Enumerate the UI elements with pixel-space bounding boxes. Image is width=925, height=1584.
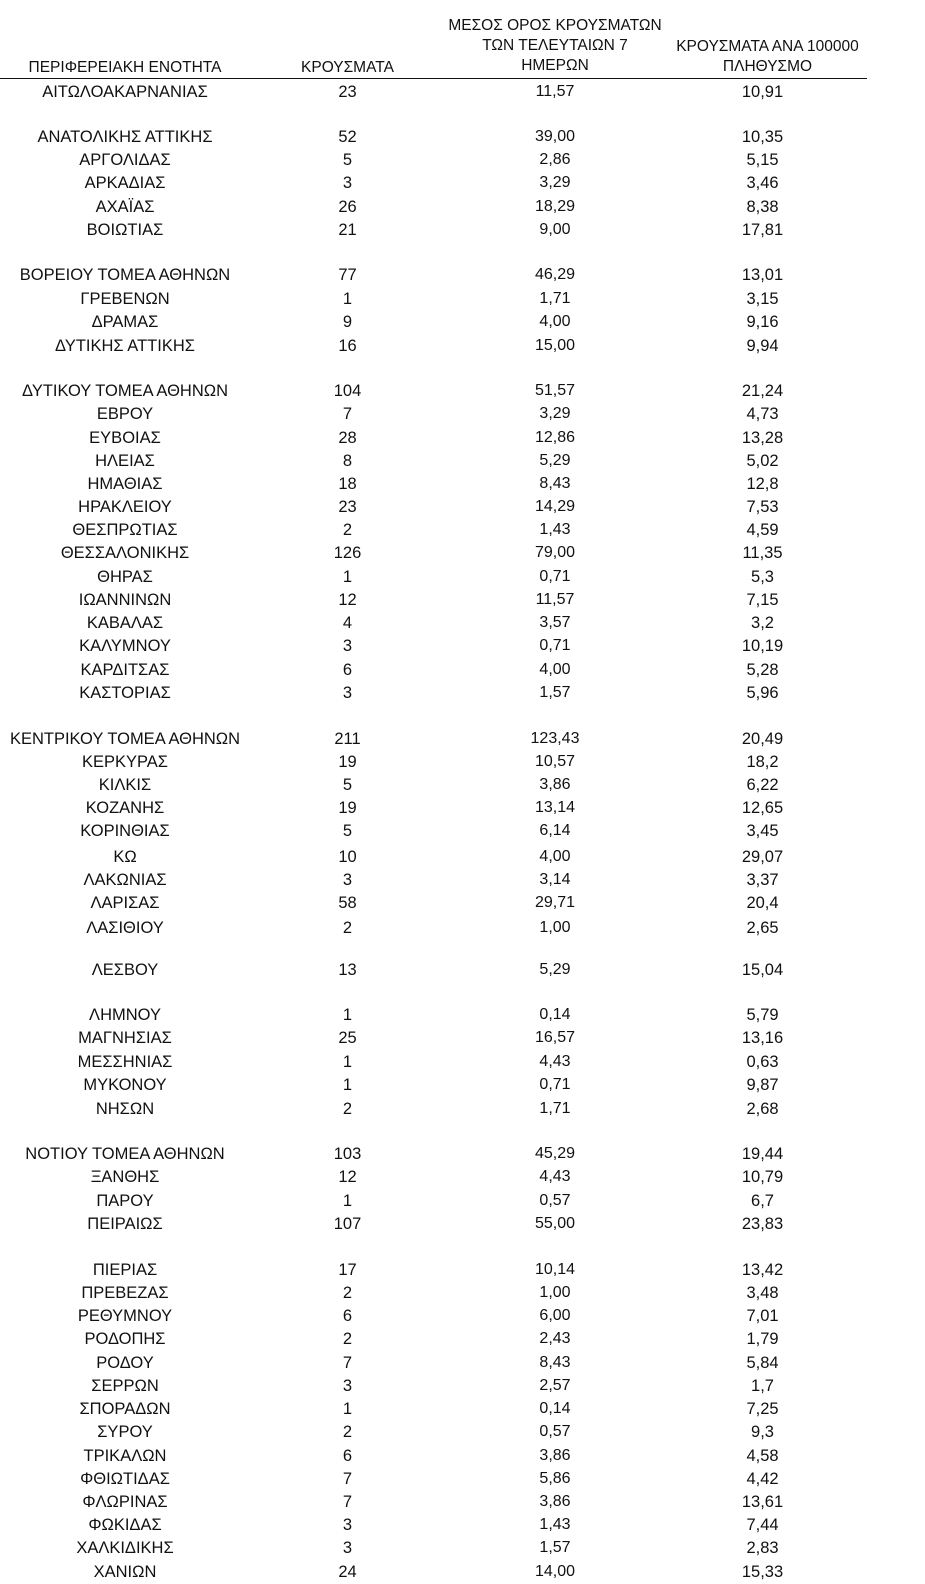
table-row <box>0 1143 925 1165</box>
region-name-cell: ΙΩΑΝΝΙΝΩΝ <box>78 591 172 609</box>
cases-cell: 3 <box>342 637 353 655</box>
cases-cell: 1 <box>342 1400 353 1418</box>
cases-cell: 25 <box>338 1029 357 1047</box>
cases-per-100k-cell: 0,63 <box>746 1053 779 1071</box>
cases-cell: 7 <box>342 1354 353 1372</box>
table-row <box>0 1328 925 1350</box>
table-row <box>0 682 925 704</box>
region-name-cell: ΕΥΒΟΙΑΣ <box>89 429 161 447</box>
cases-per-100k-cell: 9,94 <box>746 337 779 355</box>
cases-per-100k-cell: 10,35 <box>741 128 784 146</box>
table-row <box>0 1305 925 1327</box>
region-name-cell: ΣΠΟΡΑΔΩΝ <box>79 1400 171 1418</box>
region-name-cell: ΗΜΑΘΙΑΣ <box>87 475 163 493</box>
cases-cell: 2 <box>342 919 353 937</box>
cases-cell: 211 <box>334 730 361 748</box>
seven-day-average-cell: 3,29 <box>539 174 571 191</box>
cases-cell: 5 <box>342 151 353 169</box>
region-name-cell: ΒΟΙΩΤΙΑΣ <box>86 221 164 239</box>
cases-cell: 4 <box>342 614 353 632</box>
cases-per-100k-cell: 12,65 <box>741 799 784 817</box>
table-row <box>0 1445 925 1467</box>
seven-day-average-cell: 0,71 <box>539 568 571 585</box>
cases-per-100k-cell: 20,4 <box>746 894 779 912</box>
region-name-cell: ΦΛΩΡΙΝΑΣ <box>82 1493 168 1511</box>
table-row <box>0 820 925 842</box>
cases-per-100k-cell: 2,83 <box>746 1539 779 1557</box>
cases-cell: 3 <box>342 1377 353 1395</box>
cases-per-100k-cell: 11,35 <box>742 544 783 562</box>
cases-per-100k-cell: 19,44 <box>741 1145 784 1163</box>
cases-cell: 1 <box>342 568 353 586</box>
cases-per-100k-cell: 15,04 <box>741 961 784 979</box>
table-row <box>0 311 925 333</box>
table-row <box>0 219 925 241</box>
cases-per-100k-cell: 13,61 <box>741 1493 784 1511</box>
cases-cell: 19 <box>338 753 357 771</box>
cases-cell: 126 <box>333 544 362 562</box>
cases-per-100k-cell: 3,15 <box>746 290 779 308</box>
seven-day-average-cell: 16,57 <box>534 1029 576 1046</box>
cases-cell: 3 <box>342 1539 353 1557</box>
table-row <box>0 1491 925 1513</box>
region-name-cell: ΡΟΔΟΥ <box>96 1354 154 1372</box>
cases-cell: 3 <box>342 1516 353 1534</box>
cases-cell: 3 <box>342 174 353 192</box>
cases-per-100k-cell: 3,2 <box>751 614 774 632</box>
cases-cell: 21 <box>338 221 357 239</box>
cases-per-100k-cell: 12,8 <box>746 475 779 493</box>
region-name-cell: ΘΕΣΠΡΩΤΙΑΣ <box>72 521 178 539</box>
region-name-cell: ΛΕΣΒΟΥ <box>91 961 159 979</box>
seven-day-average-cell: 0,14 <box>539 1006 571 1023</box>
seven-day-average-cell: 1,71 <box>539 290 571 307</box>
region-name-cell: ΔΥΤΙΚΟΥ ΤΟΜΕΑ ΑΘΗΝΩΝ <box>22 382 228 400</box>
seven-day-average-cell: 3,14 <box>539 871 571 888</box>
cases-per-100k-cell: 4,42 <box>746 1470 779 1488</box>
region-name-cell: ΠΡΕΒΕΖΑΣ <box>81 1284 169 1302</box>
cases-per-100k-cell: 7,53 <box>746 498 779 516</box>
cases-cell: 1 <box>342 1006 353 1024</box>
cases-per-100k-cell: 17,81 <box>741 221 784 239</box>
seven-day-average-cell: 55,00 <box>534 1215 576 1232</box>
region-name-cell: ΝΗΣΩΝ <box>95 1100 155 1118</box>
region-name-cell: ΤΡΙΚΑΛΩΝ <box>83 1447 167 1465</box>
cases-per-100k-cell: 9,87 <box>746 1076 779 1094</box>
table-row <box>0 659 925 681</box>
cases-per-100k-cell: 29,07 <box>741 848 784 866</box>
seven-day-average-cell: 4,00 <box>539 848 571 865</box>
seven-day-average-cell: 1,71 <box>539 1100 571 1117</box>
region-name-cell: ΚΙΛΚΙΣ <box>98 776 152 794</box>
region-name-cell: ΜΥΚΟΝΟΥ <box>83 1076 167 1094</box>
region-name-cell: ΛΑΣΙΘΙΟΥ <box>86 919 164 937</box>
cases-per-100k-cell: 5,3 <box>751 568 774 586</box>
cases-per-100k-cell: 15,33 <box>741 1563 784 1581</box>
cases-cell: 5 <box>342 776 353 794</box>
table-row <box>0 196 925 218</box>
seven-day-average-cell: 12,86 <box>534 429 576 446</box>
cases-cell: 2 <box>342 1330 353 1348</box>
region-name-cell: ΧΑΛΚΙΔΙΚΗΣ <box>76 1539 174 1557</box>
region-name-cell: ΠΕΙΡΑΙΩΣ <box>87 1215 163 1233</box>
header-region: ΠΕΡΙΦΕΡΕΙΑΚΗ ΕΝΟΤΗΤΑ <box>28 59 222 76</box>
cases-cell: 1 <box>342 1053 353 1071</box>
region-name-cell: ΚΑΣΤΟΡΙΑΣ <box>79 684 171 702</box>
table-row <box>0 1282 925 1304</box>
table-row <box>0 1398 925 1420</box>
region-name-cell: ΘΕΣΣΑΛΟΝΙΚΗΣ <box>60 544 190 562</box>
seven-day-average-cell: 15,00 <box>534 337 576 354</box>
cases-per-100k-cell: 8,38 <box>746 198 779 216</box>
region-name-cell: ΚΑΛΥΜΝΟΥ <box>79 637 171 655</box>
table-row <box>0 728 925 750</box>
table-row <box>0 1051 925 1073</box>
region-name-cell: ΛΑΚΩΝΙΑΣ <box>83 871 167 889</box>
cases-per-100k-cell: 5,02 <box>746 452 779 470</box>
region-name-cell: ΗΡΑΚΛΕΙΟΥ <box>78 498 172 516</box>
region-name-cell: ΒΟΡΕΙΟΥ ΤΟΜΕΑ ΑΘΗΝΩΝ <box>19 266 231 284</box>
cases-cell: 7 <box>342 405 353 423</box>
cases-per-100k-cell: 13,28 <box>741 429 784 447</box>
seven-day-average-cell: 14,29 <box>534 498 576 515</box>
table-row <box>0 589 925 611</box>
table-row <box>0 450 925 472</box>
cases-cell: 6 <box>342 661 353 679</box>
seven-day-average-cell: 6,14 <box>539 822 571 839</box>
cases-per-100k-cell: 2,65 <box>746 919 779 937</box>
cases-per-100k-cell: 10,79 <box>741 1168 784 1186</box>
seven-day-average-cell: 3,29 <box>539 405 571 422</box>
table-row <box>0 1166 925 1188</box>
region-name-cell: ΔΥΤΙΚΗΣ ΑΤΤΙΚΗΣ <box>55 337 195 355</box>
table-row <box>0 1537 925 1559</box>
seven-day-average-cell: 0,57 <box>539 1192 571 1209</box>
cases-per-100k-cell: 9,16 <box>746 313 779 331</box>
seven-day-average-cell: 2,43 <box>539 1330 571 1347</box>
seven-day-average-cell: 11,57 <box>535 591 575 608</box>
region-name-cell: ΕΒΡΟΥ <box>96 405 154 423</box>
cases-cell: 1 <box>342 290 353 308</box>
cases-cell: 24 <box>338 1563 357 1581</box>
cases-per-100k-cell: 23,83 <box>741 1215 784 1233</box>
cases-cell: 23 <box>338 83 357 101</box>
cases-per-100k-cell: 5,28 <box>746 661 779 679</box>
cases-per-100k-cell: 4,58 <box>746 1447 779 1465</box>
table-row <box>0 403 925 425</box>
cases-per-100k-cell: 9,3 <box>751 1423 774 1441</box>
cases-cell: 1 <box>342 1192 353 1210</box>
seven-day-average-cell: 8,43 <box>539 475 571 492</box>
cases-cell: 7 <box>342 1470 353 1488</box>
region-name-cell: ΚΟΡΙΝΘΙΑΣ <box>80 822 170 840</box>
cases-cell: 6 <box>342 1447 353 1465</box>
region-name-cell: ΑΡΓΟΛΙΔΑΣ <box>79 151 171 169</box>
seven-day-average-cell: 8,43 <box>539 1354 571 1371</box>
cases-per-100k-cell: 6,7 <box>751 1192 774 1210</box>
seven-day-average-cell: 1,43 <box>539 521 571 538</box>
table-row <box>0 264 925 286</box>
table-row <box>0 427 925 449</box>
region-name-cell: ΚΟΖΑΝΗΣ <box>85 799 165 817</box>
cases-per-100k-cell: 1,7 <box>751 1377 774 1395</box>
seven-day-average-cell: 4,00 <box>539 313 571 330</box>
table-row <box>0 869 925 891</box>
table-row <box>0 380 925 402</box>
region-name-cell: ΣΥΡΟΥ <box>97 1423 153 1441</box>
cases-cell: 7 <box>342 1493 353 1511</box>
cases-per-100k-cell: 20,49 <box>741 730 784 748</box>
region-name-cell: ΚΩ <box>113 848 137 866</box>
cases-per-100k-cell: 21,24 <box>741 382 784 400</box>
cases-cell: 52 <box>338 128 357 146</box>
region-name-cell: ΑΙΤΩΛΟΑΚΑΡΝΑΝΙΑΣ <box>42 83 208 101</box>
cases-per-100k-cell: 3,48 <box>746 1284 779 1302</box>
seven-day-average-cell: 2,86 <box>539 151 571 168</box>
cases-cell: 2 <box>342 1423 353 1441</box>
cases-cell: 28 <box>338 429 357 447</box>
cases-per-100k-cell: 13,42 <box>741 1261 784 1279</box>
seven-day-average-cell: 6,00 <box>539 1307 571 1324</box>
table-row <box>0 1561 925 1583</box>
region-name-cell: ΑΧΑΪΑΣ <box>95 198 155 216</box>
table-row <box>0 1098 925 1120</box>
cases-cell: 16 <box>338 337 357 355</box>
cases-cell: 13 <box>338 961 357 979</box>
table-row <box>0 1468 925 1490</box>
cases-per-100k-cell: 5,15 <box>746 151 779 169</box>
region-name-cell: ΦΘΙΩΤΙΔΑΣ <box>80 1470 170 1488</box>
table-row <box>0 846 925 868</box>
cases-cell: 17 <box>338 1261 357 1279</box>
seven-day-average-cell: 1,00 <box>539 919 571 936</box>
region-name-cell: ΑΡΚΑΔΙΑΣ <box>84 174 166 192</box>
region-name-cell: ΗΛΕΙΑΣ <box>95 452 155 470</box>
seven-day-average-cell: 11,57 <box>535 83 575 100</box>
table-row <box>0 612 925 634</box>
cases-per-100k-cell: 2,68 <box>746 1100 779 1118</box>
table-row <box>0 797 925 819</box>
seven-day-average-cell: 13,14 <box>534 799 576 816</box>
cases-cell: 10 <box>338 848 357 866</box>
region-name-cell: ΑΝΑΤΟΛΙΚΗΣ ΑΤΤΙΚΗΣ <box>37 128 213 146</box>
seven-day-average-cell: 1,43 <box>539 1516 571 1533</box>
region-name-cell: ΔΡΑΜΑΣ <box>91 313 159 331</box>
region-name-cell: ΛΗΜΝΟΥ <box>89 1006 161 1024</box>
cases-cell: 18 <box>338 475 357 493</box>
table-row <box>0 1190 925 1212</box>
cases-per-100k-cell: 3,46 <box>746 174 779 192</box>
seven-day-average-cell: 4,43 <box>539 1053 571 1070</box>
table-row <box>0 149 925 171</box>
cases-per-100k-cell: 7,15 <box>746 591 779 609</box>
table-row <box>0 1004 925 1026</box>
header-seven-day-average: ΜΕΣΟΣ ΟΡΟΣ ΚΡΟΥΣΜΑΤΩΝ ΤΩΝ ΤΕΛΕΥΤΑΙΩΝ 7 ΗΜΕΡΩΝ <box>448 17 662 74</box>
region-name-cell: ΚΕΡΚΥΡΑΣ <box>81 753 168 771</box>
region-name-cell: ΠΙΕΡΙΑΣ <box>92 1261 158 1279</box>
table-row <box>0 1074 925 1096</box>
table-row <box>0 81 925 103</box>
table-row <box>0 917 925 939</box>
region-name-cell: ΜΕΣΣΗΝΙΑΣ <box>77 1053 173 1071</box>
seven-day-average-cell: 2,57 <box>539 1377 571 1394</box>
region-name-cell: ΜΑΓΝΗΣΙΑΣ <box>78 1029 172 1047</box>
region-name-cell: ΚΑΒΑΛΑΣ <box>86 614 164 632</box>
cases-per-100k-cell: 5,84 <box>746 1354 779 1372</box>
table-row <box>0 519 925 541</box>
cases-cell: 5 <box>342 822 353 840</box>
cases-per-100k-cell: 7,44 <box>746 1516 779 1534</box>
region-name-cell: ΚΕΝΤΡΙΚΟΥ ΤΟΜΕΑ ΑΘΗΝΩΝ <box>9 730 241 748</box>
table-row <box>0 1514 925 1536</box>
cases-cell: 103 <box>333 1145 362 1163</box>
table-row <box>0 473 925 495</box>
seven-day-average-cell: 51,57 <box>534 382 576 399</box>
cases-per-100k-cell: 7,25 <box>746 1400 779 1418</box>
cases-per-100k-cell: 5,79 <box>746 1006 779 1024</box>
seven-day-average-cell: 10,14 <box>534 1261 576 1278</box>
header-cases-per-100k: ΚΡΟΥΣΜΑΤΑ ΑΝΑ 100000 ΠΛΗΘΥΣΜΟ <box>676 38 859 75</box>
cases-per-100k-cell: 6,22 <box>746 776 779 794</box>
header-divider <box>0 78 867 79</box>
seven-day-average-cell: 0,71 <box>539 1076 571 1093</box>
seven-day-average-cell: 0,71 <box>539 637 571 654</box>
region-name-cell: ΣΕΡΡΩΝ <box>91 1377 159 1395</box>
region-name-cell: ΡΕΘΥΜΝΟΥ <box>77 1307 173 1325</box>
table-row <box>0 172 925 194</box>
table-row <box>0 1213 925 1235</box>
seven-day-average-cell: 3,86 <box>539 1493 571 1510</box>
region-name-cell: ΡΟΔΟΠΗΣ <box>84 1330 166 1348</box>
cases-cell: 9 <box>342 313 353 331</box>
cases-per-100k-cell: 13,01 <box>741 266 784 284</box>
table-row <box>0 774 925 796</box>
cases-cell: 19 <box>338 799 357 817</box>
cases-cell: 2 <box>342 1100 353 1118</box>
seven-day-average-cell: 1,00 <box>539 1284 571 1301</box>
cases-per-100k-cell: 1,79 <box>746 1330 779 1348</box>
seven-day-average-cell: 1,57 <box>539 1539 571 1556</box>
cases-cell: 77 <box>338 266 357 284</box>
region-name-cell: ΘΗΡΑΣ <box>97 568 153 586</box>
cases-per-100k-cell: 13,16 <box>741 1029 784 1047</box>
table-row <box>0 496 925 518</box>
table-row <box>0 1421 925 1443</box>
seven-day-average-cell: 0,57 <box>539 1423 571 1440</box>
table-row <box>0 635 925 657</box>
header-cases: ΚΡΟΥΣΜΑΤΑ <box>301 59 394 76</box>
seven-day-average-cell: 46,29 <box>534 266 576 283</box>
seven-day-average-cell: 1,57 <box>539 684 571 701</box>
cases-cell: 3 <box>342 871 353 889</box>
cases-per-100k-cell: 4,73 <box>746 405 779 423</box>
cases-cell: 6 <box>342 1307 353 1325</box>
cases-per-100k-cell: 3,45 <box>746 822 779 840</box>
seven-day-average-cell: 18,29 <box>534 198 576 215</box>
cases-cell: 2 <box>342 1284 353 1302</box>
table-row <box>0 335 925 357</box>
seven-day-average-cell: 45,29 <box>534 1145 576 1162</box>
cases-per-100k-cell: 7,01 <box>746 1307 779 1325</box>
seven-day-average-cell: 5,86 <box>539 1470 571 1487</box>
seven-day-average-cell: 4,43 <box>539 1168 571 1185</box>
cases-cell: 8 <box>342 452 353 470</box>
seven-day-average-cell: 5,29 <box>539 961 571 978</box>
cases-cell: 3 <box>342 684 353 702</box>
seven-day-average-cell: 29,71 <box>534 894 576 911</box>
table-row <box>0 542 925 564</box>
region-name-cell: ΞΑΝΘΗΣ <box>90 1168 160 1186</box>
seven-day-average-cell: 123,43 <box>530 730 580 747</box>
cases-per-100k-cell: 18,2 <box>746 753 779 771</box>
seven-day-average-cell: 39,00 <box>534 128 576 145</box>
seven-day-average-cell: 10,57 <box>534 753 576 770</box>
cases-per-100k-cell: 5,96 <box>746 684 779 702</box>
table-row <box>0 288 925 310</box>
region-name-cell: ΛΑΡΙΣΑΣ <box>90 894 160 912</box>
cases-cell: 1 <box>342 1076 353 1094</box>
cases-cell: 26 <box>338 198 357 216</box>
region-name-cell: ΠΑΡΟΥ <box>96 1192 154 1210</box>
table-row <box>0 1027 925 1049</box>
cases-per-100k-cell: 3,37 <box>746 871 779 889</box>
region-name-cell: ΧΑΝΙΩΝ <box>93 1563 157 1581</box>
cases-per-100k-cell: 10,91 <box>741 83 784 101</box>
seven-day-average-cell: 3,86 <box>539 1447 571 1464</box>
table-row <box>0 1259 925 1281</box>
seven-day-average-cell: 9,00 <box>539 221 571 238</box>
cases-cell: 12 <box>338 1168 357 1186</box>
seven-day-average-cell: 79,00 <box>534 544 576 561</box>
cases-per-100k-cell: 10,19 <box>741 637 784 655</box>
seven-day-average-cell: 3,57 <box>539 614 571 631</box>
table-row <box>0 126 925 148</box>
table-row <box>0 566 925 588</box>
seven-day-average-cell: 14,00 <box>534 1563 576 1580</box>
table-row <box>0 1375 925 1397</box>
seven-day-average-cell: 5,29 <box>539 452 571 469</box>
cases-cell: 2 <box>342 521 353 539</box>
seven-day-average-cell: 0,14 <box>539 1400 571 1417</box>
seven-day-average-cell: 3,86 <box>539 776 571 793</box>
region-name-cell: ΝΟΤΙΟΥ ΤΟΜΕΑ ΑΘΗΝΩΝ <box>25 1145 225 1163</box>
cases-cell: 104 <box>333 382 362 400</box>
table-row <box>0 959 925 981</box>
table-row <box>0 892 925 914</box>
region-name-cell: ΦΩΚΙΔΑΣ <box>88 1516 162 1534</box>
cases-cell: 12 <box>338 591 357 609</box>
cases-per-100k-cell: 4,59 <box>746 521 779 539</box>
region-name-cell: ΚΑΡΔΙΤΣΑΣ <box>80 661 170 679</box>
cases-cell: 23 <box>338 498 357 516</box>
cases-cell: 107 <box>333 1215 362 1233</box>
seven-day-average-cell: 4,00 <box>539 661 571 678</box>
cases-cell: 58 <box>338 894 357 912</box>
region-name-cell: ΓΡΕΒΕΝΩΝ <box>80 290 170 308</box>
table-row <box>0 1352 925 1374</box>
table-row <box>0 751 925 773</box>
